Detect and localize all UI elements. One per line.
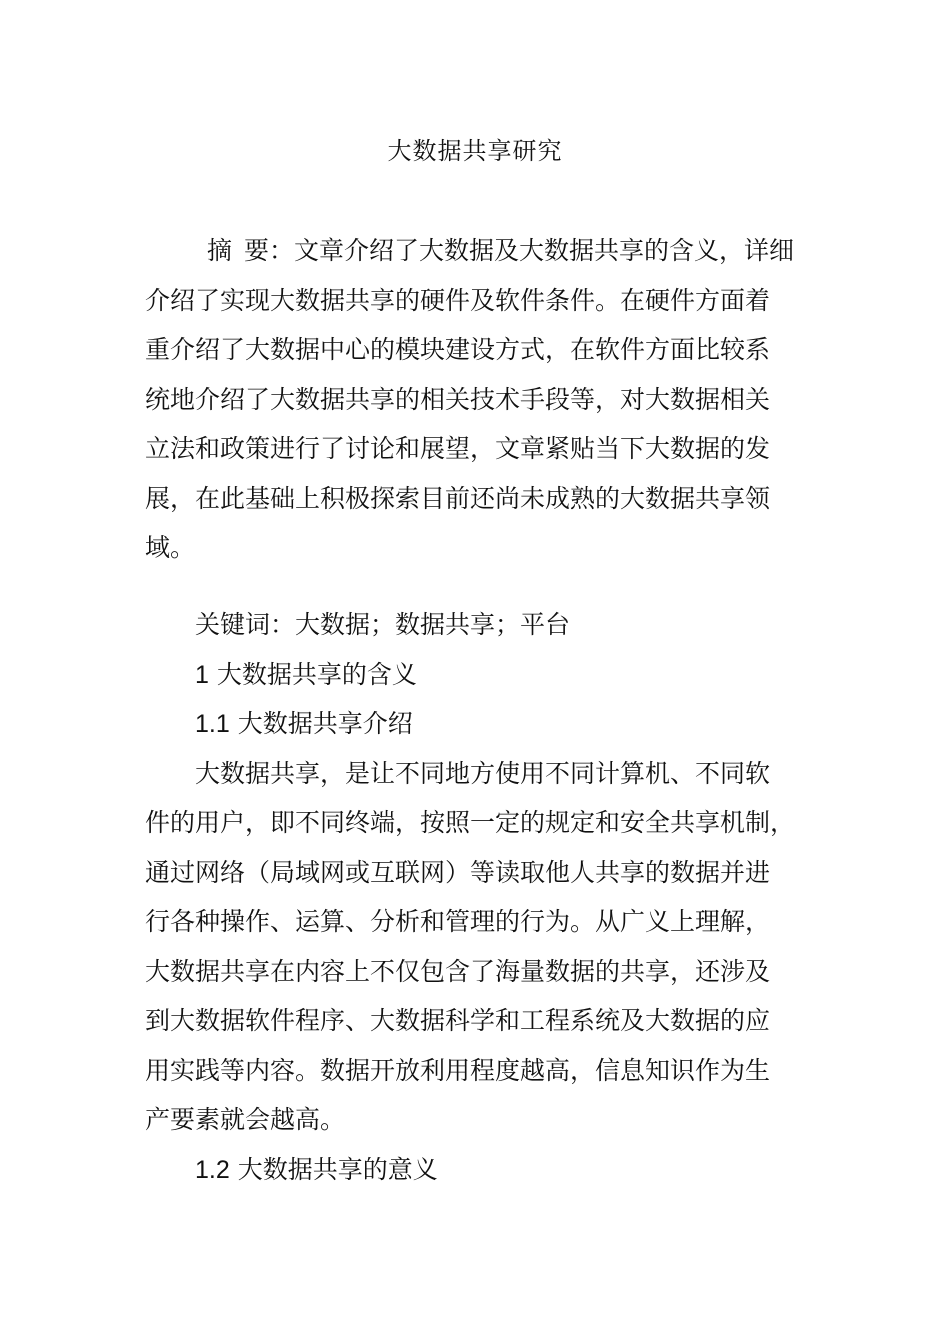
document-title: 大数据共享研究: [387, 137, 563, 165]
abstract-line-2: 介绍了实现大数据共享的硬件及软件条件。在硬件方面着: [145, 285, 771, 315]
section-1-1-number: 1.1: [195, 710, 230, 738]
paragraph-line-7: 用实践等内容。数据开放利用程度越高，信息知识作为生: [145, 1055, 771, 1085]
section-1-number: 1: [195, 660, 209, 689]
abstract-line-3: 重介绍了大数据中心的模块建设方式，在软件方面比较系: [145, 335, 771, 364]
section-1-heading: [145, 650, 810, 700]
paragraph-line-1: 大数据共享，是让不同地方使用不同计算机、不同软: [195, 758, 771, 788]
abstract-label-first: 摘: [207, 236, 233, 265]
paragraph-line-4: 行各种操作、运算、分析和管理的行为。从广义上理解，: [145, 907, 771, 936]
paragraph-line-2: 件的用户，即不同终端，按照一定的规定和安全共享机制，: [145, 808, 796, 837]
section-1-2-heading: [145, 1145, 810, 1195]
section-1-1-heading: [145, 699, 810, 749]
body-start: [145, 600, 810, 1194]
section-1-2-title: 大数据共享的意义: [237, 1154, 438, 1184]
paragraph-line-6: 到大数据软件程序、大数据科学和工程系统及大数据的应: [145, 1006, 771, 1035]
section-1-1-title: 大数据共享介绍: [237, 709, 413, 738]
abstract-line-6: 展，在此基础上积极探索目前还尚未成熟的大数据共享领: [145, 483, 771, 513]
abstract-line-5: 立法和政策进行了讨论和展望，文章紧贴当下大数据的发: [145, 434, 771, 463]
abstract-text: 文章介绍了大数据及大数据共享的含义，详细: [294, 236, 795, 265]
paragraph-line-3: 通过网络（局域网或互联网）等读取他人共享的数据并进: [145, 857, 771, 887]
paragraph-line-5: 大数据共享在内容上不仅包含了海量数据的共享，还涉及: [145, 956, 771, 986]
section-1-title: 大数据共享的含义: [216, 659, 417, 689]
abstract-line-7: 域。: [145, 533, 196, 562]
abstract-label-second: 要：: [244, 236, 295, 265]
paragraph-line-8: 产要素就会越高。: [145, 1105, 346, 1134]
abstract-line-1: [145, 226, 810, 276]
abstract-line-4: 统地介绍了大数据共享的相关技术手段等，对大数据相关: [145, 384, 771, 414]
keywords: 关键词：大数据；数据共享；平台: [195, 610, 571, 639]
abstract: [145, 226, 810, 573]
section-1-2-number: 1.2: [195, 1155, 230, 1184]
